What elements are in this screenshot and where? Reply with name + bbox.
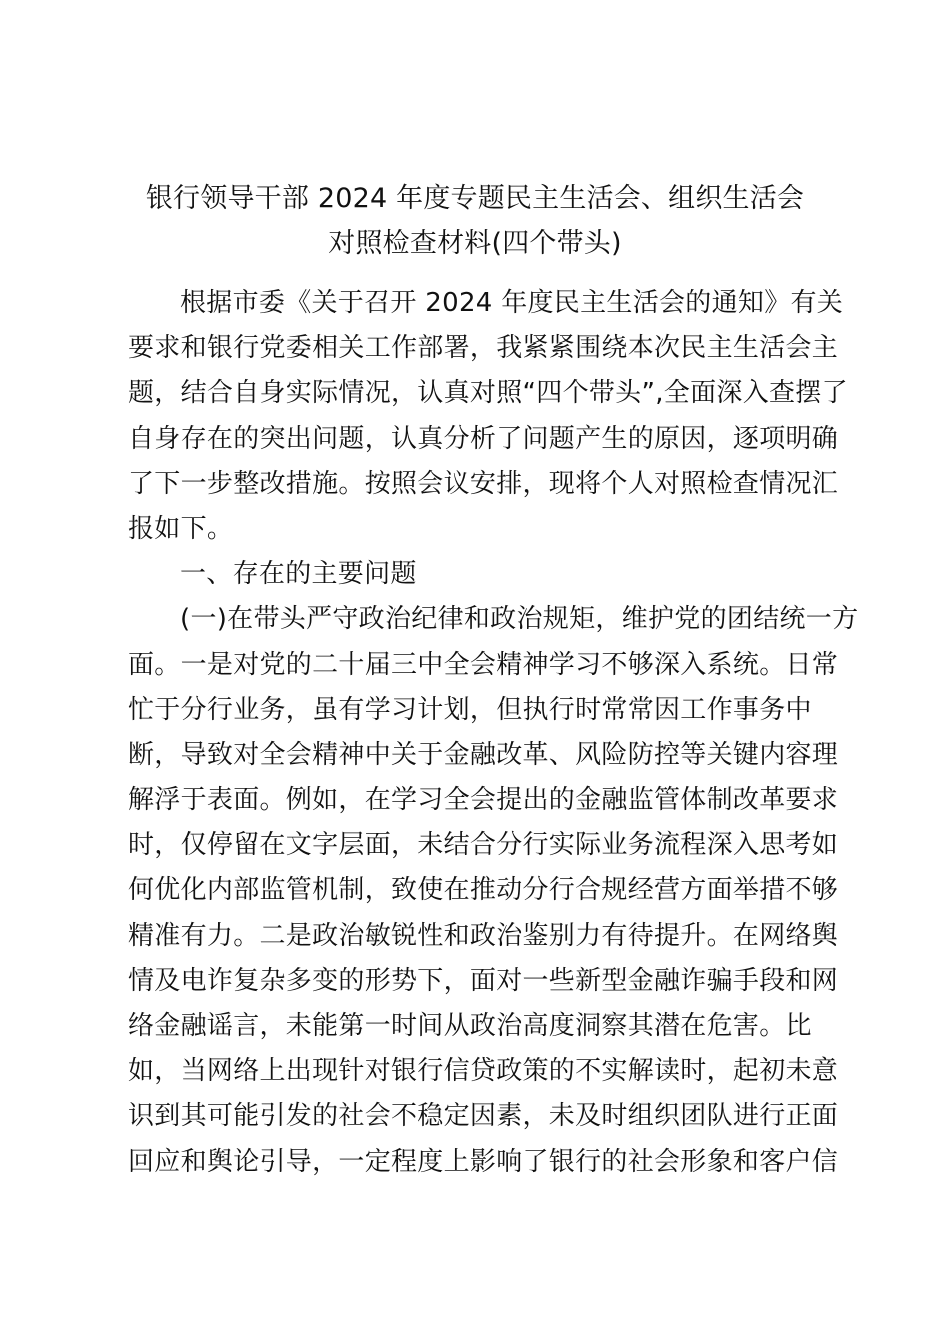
title-line-2: 对照检查材料(四个带头) bbox=[328, 228, 622, 259]
paragraph-issue-line: 断，导致对全会精神中关于金融改革、风险防控等关键内容理 bbox=[128, 739, 839, 770]
paragraph-issue-line: 如，当网络上出现针对银行信贷政策的不实解读时，起初未意 bbox=[128, 1056, 839, 1087]
paragraph-issue-line: 情及电诈复杂多变的形势下，面对一些新型金融诈骗手段和网 bbox=[128, 965, 839, 996]
paragraph-issue-line: 识到其可能引发的社会不稳定因素，未及时组织团队进行正面 bbox=[128, 1101, 839, 1132]
paragraph-intro-line: 了下一步整改措施。按照会议安排，现将个人对照检查情况汇 bbox=[128, 468, 839, 499]
section-heading: 一、存在的主要问题 bbox=[180, 559, 417, 590]
paragraph-issue-line: (一)在带头严守政治纪律和政治规矩，维护党的团结统一方 bbox=[180, 604, 859, 635]
paragraph-issue-line: 面。一是对党的二十届三中全会精神学习不够深入系统。日常 bbox=[128, 649, 839, 680]
document-body bbox=[128, 281, 859, 1185]
title-line-1: 银行领导干部 2024 年度专题民主生活会、组织生活会 bbox=[145, 183, 805, 214]
paragraph-intro-line: 根据市委《关于召开 2024 年度民主生活会的通知》有关 bbox=[180, 288, 844, 318]
document-title bbox=[120, 176, 830, 266]
paragraph-intro-line: 自身存在的突出问题，认真分析了问题产生的原因，逐项明确 bbox=[128, 423, 839, 454]
paragraph-issue-line: 回应和舆论引导，一定程度上影响了银行的社会形象和客户信 bbox=[128, 1146, 839, 1177]
paragraph-intro-line: 报如下。 bbox=[128, 513, 234, 544]
paragraph-issue-line: 解浮于表面。例如，在学习全会提出的金融监管体制改革要求 bbox=[128, 785, 839, 816]
paragraph-issue-line: 络金融谣言，未能第一时间从政治高度洞察其潜在危害。比 bbox=[128, 1011, 812, 1041]
paragraph-issue-line: 时，仅停留在文字层面，未结合分行实际业务流程深入思考如 bbox=[128, 830, 839, 861]
paragraph-issue-line: 精准有力。二是政治敏锐性和政治鉴别力有待提升。在网络舆 bbox=[128, 920, 839, 951]
paragraph-issue-line: 何优化内部监管机制，致使在推动分行合规经营方面举措不够 bbox=[128, 875, 839, 906]
paragraph-intro-line: 要求和银行党委相关工作部署，我紧紧围绕本次民主生活会主 bbox=[128, 333, 839, 364]
paragraph-intro-line: 题，结合自身实际情况，认真对照“四个带头”,全面深入查摆了 bbox=[128, 378, 848, 409]
paragraph-issue-line: 忙于分行业务，虽有学习计划，但执行时常常因工作事务中 bbox=[128, 694, 812, 725]
